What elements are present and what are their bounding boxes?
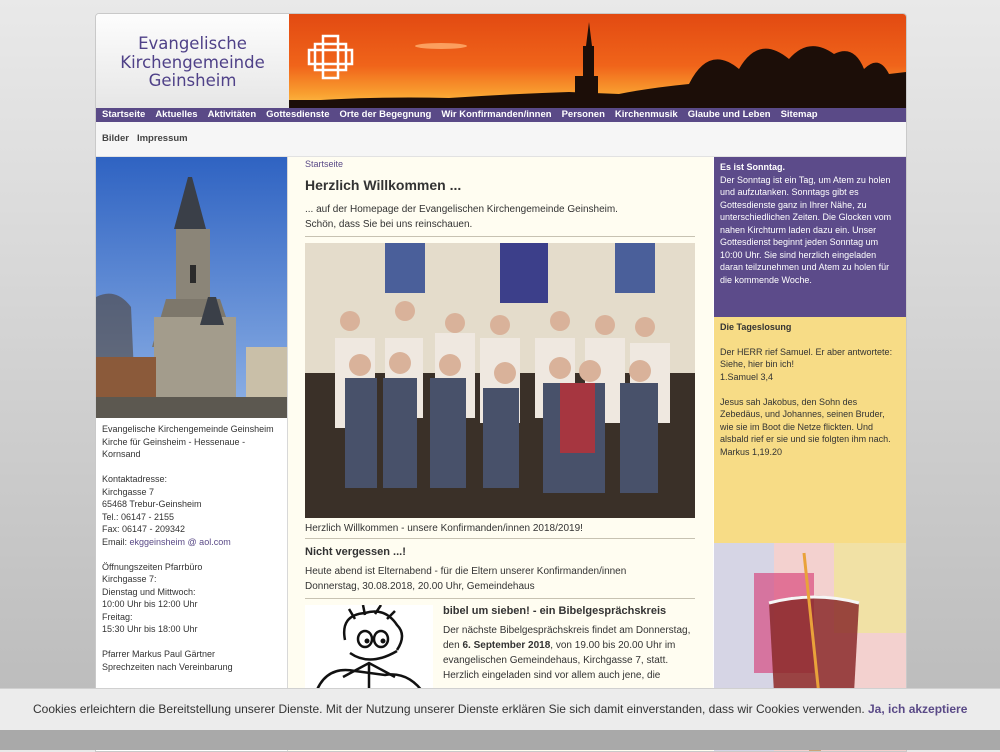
nav-aktuelles[interactable]: Aktuelles xyxy=(155,109,198,120)
sunday-box xyxy=(714,157,906,317)
contact-email-label: Email: xyxy=(102,536,130,547)
office-hours: 10:00 Uhr bis 12:00 Uhr xyxy=(102,599,198,609)
teaching-text-reference: Markus 1,19.20 xyxy=(720,446,783,457)
intro-text: ... auf der Homepage der Evangelischen Kirchengemeinde Geinsheim. xyxy=(305,204,618,215)
nav-aktivitaeten[interactable]: Aktivitäten xyxy=(207,109,257,120)
sunday-heading: Es ist Sonntag. xyxy=(720,162,786,172)
reminder-text: Heute abend ist Elternabend - für die Eltern unserer Konfirmanden/innen xyxy=(305,566,627,577)
nav-gottesdienste[interactable]: Gottesdienste xyxy=(266,109,330,120)
secondary-nav xyxy=(96,122,906,157)
org-name: Evangelische Kirchengemeinde Geinsheim xyxy=(102,424,274,434)
bible-heading: bibel um sieben! - ein Bibelgesprächskreis xyxy=(443,605,667,617)
divider xyxy=(305,538,695,539)
cookie-accept-button[interactable]: Ja, ich akzeptiere xyxy=(868,702,968,716)
nav-startseite[interactable]: Startseite xyxy=(102,109,146,120)
church-photo xyxy=(96,157,287,418)
office-title: Öffnungszeiten Pfarrbüro xyxy=(102,561,203,572)
intro-text: Schön, dass Sie bei uns reinschauen. xyxy=(305,219,473,230)
office-address: Kirchgasse 7: xyxy=(102,574,157,584)
daily-verse-text: Der HERR rief Samuel. Er aber antwortete: Siehe, hier bin ich! xyxy=(720,346,893,369)
contact-email-link[interactable]: ekggeinsheim @ aol.com xyxy=(129,536,231,547)
office-days: Dienstag und Mittwoch: xyxy=(102,586,196,597)
nav-glaube-und-leben[interactable]: Glaube und Leben xyxy=(687,109,771,120)
left-sidebar xyxy=(96,157,288,751)
org-tagline: Kirche für Geinsheim - Hessenaue - Kornsand xyxy=(102,436,246,459)
contact-title: Kontaktadresse: xyxy=(102,474,168,484)
daily-verse-heading: Die Tageslosung xyxy=(720,322,792,332)
contact-info xyxy=(102,423,284,686)
site-logo[interactable] xyxy=(96,14,289,108)
nav-kirchenmusik[interactable]: Kirchenmusik xyxy=(614,109,678,120)
reading-boy-illustration xyxy=(305,605,433,695)
nav-bilder[interactable]: Bilder xyxy=(102,133,129,144)
reminder-heading: Nicht vergessen ...! xyxy=(305,546,406,558)
pastor-name: Pfarrer Markus Paul Gärtner xyxy=(102,649,216,659)
nav-personen[interactable]: Personen xyxy=(561,109,605,120)
bible-date: 6. September 2018 xyxy=(462,640,551,651)
logo-line: Kirchengemeinde xyxy=(120,52,265,72)
page xyxy=(95,13,907,752)
main-nav xyxy=(96,108,906,122)
logo-line: Geinsheim xyxy=(148,71,237,90)
divider xyxy=(305,598,695,599)
header-banner-image xyxy=(289,14,906,108)
page-title: Herzlich Willkommen ... xyxy=(305,177,462,193)
office-hours: 15:30 Uhr bis 18:00 Uhr xyxy=(102,624,198,634)
daily-verse-box xyxy=(714,317,906,543)
nav-impressum[interactable]: Impressum xyxy=(136,133,188,144)
right-sidebar xyxy=(714,157,906,751)
breadcrumb[interactable]: Startseite xyxy=(305,159,344,169)
page-footer-background xyxy=(0,730,1000,750)
contact-street: Kirchgasse 7 xyxy=(102,486,155,497)
header xyxy=(96,14,906,108)
confirmands-group-photo xyxy=(305,243,695,518)
reminder-text: Donnerstag, 30.08.2018, 20.00 Uhr, Gemeindehaus xyxy=(305,581,535,592)
teaching-text: Jesus sah Jakobus, den Sohn des Zebedäus, und Johannes, seinen Bruder, wie sie im Boot die Netze flickten. Und alsbald rief er sie und sie folgten ihm nach. xyxy=(720,396,891,444)
bible-group-teaser xyxy=(305,605,695,695)
cookie-banner xyxy=(0,688,1000,731)
nav-orte-der-begegnung[interactable]: Orte der Begegnung xyxy=(339,109,432,120)
bible-text: Der nächste Bibelgesprächskreis findet am Donnerstag, den 6. September 2018, von 19.00 bis 20.00 Uhr im evangelischen Gemeindehaus, Kirchgasse 7, statt. Herzlich eingeladen sind vor allem auch jene, die xyxy=(443,625,691,681)
contact-city: 65468 Trebur-Geinsheim xyxy=(102,499,202,509)
logo-line: Evangelische xyxy=(138,34,247,53)
office-days: Freitag: xyxy=(102,611,133,622)
main-content xyxy=(288,157,713,751)
pastor-hours: Sprechzeiten nach Vereinbarung xyxy=(102,661,233,672)
photo-caption: Herzlich Willkommen - unsere Konfirmanden/innen 2018/2019! xyxy=(305,523,583,534)
nav-wir-konfirmanden[interactable]: Wir Konfirmanden/innen xyxy=(441,109,552,120)
nav-sitemap[interactable]: Sitemap xyxy=(780,109,818,120)
cookie-message: Cookies erleichtern die Bereitstellung unserer Dienste. Mit der Nutzung unserer Dienste erklären Sie sich damit einverstanden, dass wir Cookies verwenden. xyxy=(33,702,865,716)
daily-verse-reference: 1.Samuel 3,4 xyxy=(720,371,774,382)
contact-fax: Fax: 06147 - 209342 xyxy=(102,524,186,534)
divider xyxy=(305,236,695,237)
contact-tel: Tel.: 06147 - 2155 xyxy=(102,511,175,522)
sunday-text: Der Sonntag ist ein Tag, um Atem zu holen und aufzutanken. Sonntags gibt es Gottesdienste ganz in Ihrer Nähe, zu unterschiedlichen Zeiten. Die Glocken vom nahen Kirchturm laden dazu ein. Unser Gottesdienst beginnt jeden Sonntag um 10:00 Uhr. Sie sind herzlich eingeladen daran teilzunehmen und Atem zu holen für die kommende Woche. xyxy=(720,174,892,285)
